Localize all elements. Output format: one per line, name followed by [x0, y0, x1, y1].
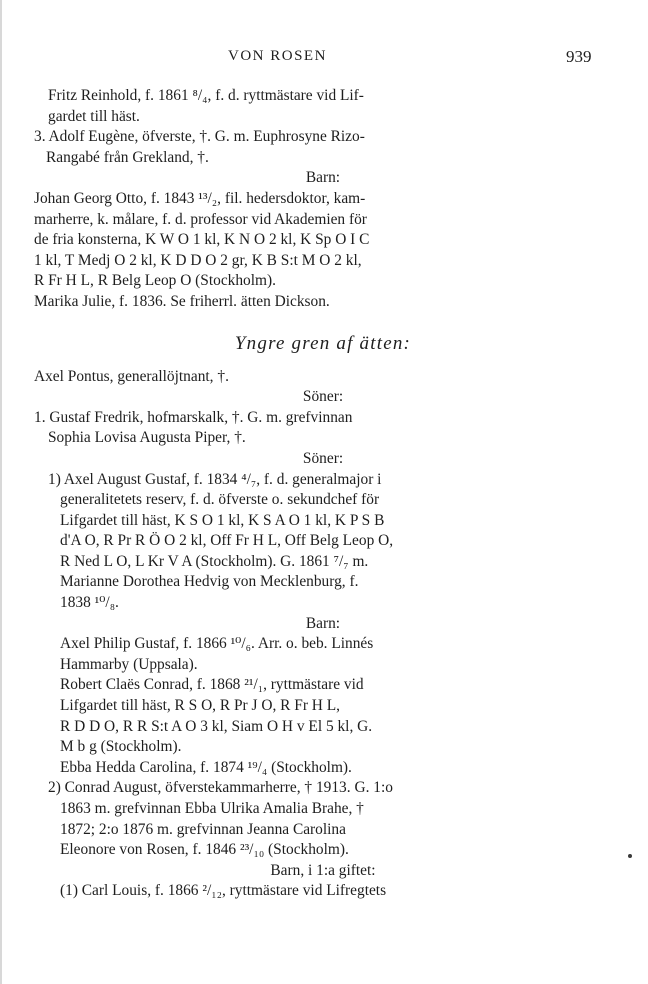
text-line: Ebba Hedda Carolina, f. 1874 ¹⁹/₄ (Stockholm). — [60, 758, 352, 776]
running-title: VON ROSEN — [228, 48, 327, 64]
text-line: 3. Adolf Eugène, öfverste, †. G. m. Euphrosyne Rizo- — [34, 128, 365, 146]
page-number: 939 — [566, 47, 592, 66]
text-line: Lifgardet till häst, K S O 1 kl, K S A O 1 kl, K P S B — [60, 511, 385, 529]
text-line: Robert Claës Conrad, f. 1868 ²¹/₁, ryttmästare vid — [60, 676, 364, 694]
text-line: M b g (Stockholm). — [60, 738, 182, 756]
text-line: 1. Gustaf Fredrik, hofmarskalk, †. G. m. grefvinnan — [34, 408, 353, 426]
text-line: Sophia Lovisa Augusta Piper, †. — [48, 429, 246, 447]
text-line: (1) Carl Louis, f. 1866 ²/₁₂, ryttmästare vid Lifregtets — [60, 882, 387, 900]
text-line: R Fr H L, R Belg Leop O (Stockholm). — [34, 272, 276, 290]
text-line: 1863 m. grefvinnan Ebba Ulrika Amalia Brahe, † — [60, 800, 364, 817]
text-line: Fritz Reinhold, f. 1861 ⁸/₄, f. d. ryttmästare vid Lif- — [48, 87, 364, 104]
text-line: Axel Pontus, generallöjtnant, †. — [34, 367, 229, 385]
stray-mark — [628, 854, 632, 858]
text-line: 1 kl, T Medj O 2 kl, K D D O 2 gr, K B S:t M O 2 kl, — [34, 251, 362, 269]
text-line: de fria konsterna, K W O 1 kl, K N O 2 kl, K Sp O I C — [34, 231, 370, 249]
section-title: Yngre gren af ätten: — [234, 332, 412, 354]
text-line: generalitetets reserv, f. d. öfverste o. sekundchef för — [60, 491, 380, 509]
text-line: gardet till häst. — [48, 107, 140, 125]
text-line: d'A O, R Pr R Ö O 2 kl, Off Fr H L, Off Belg Leop O, — [60, 532, 394, 550]
text-line: R D D O, R R S:t A O 3 kl, Siam O H v El 5 kl, G. — [60, 717, 373, 735]
text-line: Barn: — [305, 614, 341, 632]
text-line: Rangabé från Grekland, †. — [46, 148, 209, 166]
text-line: 1872; 2:o 1876 m. grefvinnan Jeanna Carolina — [60, 820, 346, 838]
page-body — [34, 86, 612, 902]
text-line: Johan Georg Otto, f. 1843 ¹³/₂, fil. hedersdoktor, kam- — [34, 189, 366, 207]
text-line: Axel Philip Gustaf, f. 1866 ¹⁰/₆. Arr. o. beb. Linnés — [60, 635, 374, 653]
text-line: marherre, k. målare, f. d. professor vid Akademien för — [34, 210, 367, 228]
text-line: Eleonore von Rosen, f. 1846 ²³/₁₀ (Stockholm). — [60, 841, 349, 859]
page-header — [0, 48, 648, 72]
text-line: Marianne Dorothea Hedvig von Mecklenburg, f. — [60, 573, 359, 591]
text-line: R Ned L O, L Kr V A (Stockholm). G. 1861 ⁷/₇ m. — [60, 552, 369, 570]
text-line: Barn: — [305, 169, 341, 187]
text-line: Marika Julie, f. 1836. Se friherrl. ätten Dickson. — [34, 292, 330, 310]
text-line: Söner: — [302, 449, 344, 467]
text-line: Söner: — [302, 388, 344, 406]
text-line: Hammarby (Uppsala). — [60, 655, 198, 673]
page-edge-shadow — [0, 0, 2, 984]
text-line: Barn, i 1:a giftet: — [270, 861, 376, 879]
text-line: 1) Axel August Gustaf, f. 1834 ⁴/₇, f. d. generalmajor i — [48, 470, 382, 488]
text-line: Lifgardet till häst, R S O, R Pr J O, R Fr H L, — [60, 697, 341, 715]
text-line: 1838 ¹⁰/₈. — [60, 594, 119, 612]
text-line: 2) Conrad August, öfverstekammarherre, † 1913. G. 1:o — [48, 779, 393, 797]
